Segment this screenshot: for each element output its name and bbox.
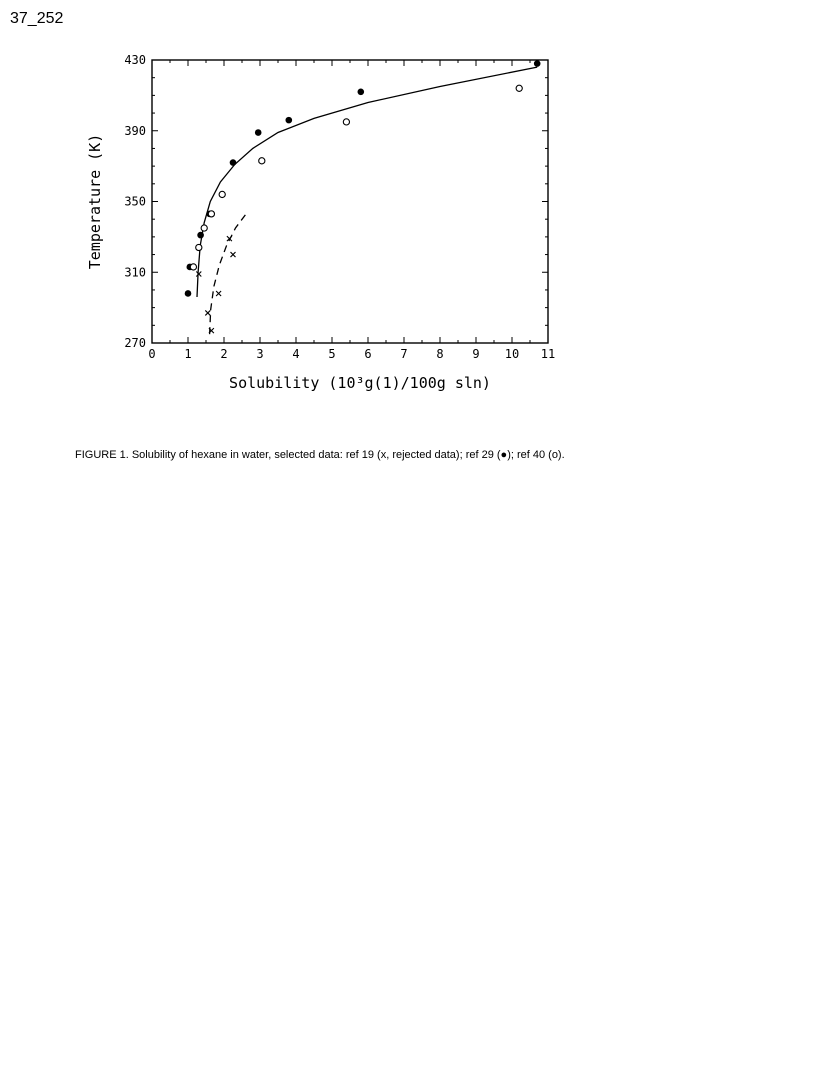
chart bbox=[0, 0, 840, 440]
y-tick-label: 270 bbox=[124, 336, 146, 350]
figure-caption: FIGURE 1. Solubility of hexane in water, selected data: ref 19 (x, rejected data); ref 29 (●); ref 40 (o). bbox=[75, 449, 565, 461]
filled-point bbox=[230, 159, 237, 166]
x-tick-label: 11 bbox=[540, 347, 556, 361]
x-point bbox=[216, 291, 221, 296]
filled-point bbox=[197, 232, 204, 239]
y-axis-title: Temperature (K) bbox=[86, 133, 104, 270]
plot-border bbox=[152, 60, 548, 343]
open-point bbox=[219, 191, 225, 197]
open-point bbox=[190, 264, 196, 270]
x-tick-label: 10 bbox=[504, 347, 520, 361]
page-id-label: 37_252 bbox=[10, 10, 64, 27]
filled-point bbox=[185, 290, 192, 297]
x-tick-label: 8 bbox=[436, 347, 444, 361]
fit-curves bbox=[197, 67, 537, 334]
solid-fit-curve bbox=[197, 67, 537, 297]
filled-point bbox=[255, 129, 262, 136]
x-point bbox=[196, 272, 201, 277]
x-tick-label: 2 bbox=[220, 347, 228, 361]
y-tick-label: 430 bbox=[124, 53, 146, 67]
x-tick-label: 9 bbox=[472, 347, 480, 361]
filled-point bbox=[286, 117, 293, 124]
y-tick-label: 310 bbox=[124, 265, 146, 280]
open-point bbox=[343, 119, 349, 125]
x-tick-label: 3 bbox=[256, 347, 264, 361]
open-point bbox=[201, 225, 207, 231]
open-point bbox=[208, 211, 214, 217]
open-point bbox=[259, 158, 265, 164]
y-tick-label: 390 bbox=[124, 123, 146, 138]
axis-ticks bbox=[124, 53, 555, 361]
x-axis-title: Solubility (10³g(1)/100g sln) bbox=[229, 374, 491, 392]
filled-point bbox=[358, 89, 365, 96]
open-point bbox=[516, 85, 522, 91]
x-tick-label: 1 bbox=[184, 347, 192, 361]
dashed-fit-curve bbox=[210, 212, 248, 334]
data-points bbox=[185, 60, 541, 333]
x-tick-label: 5 bbox=[328, 347, 336, 361]
open-point bbox=[196, 244, 202, 250]
plot-frame bbox=[152, 60, 548, 343]
x-tick-label: 4 bbox=[292, 347, 300, 361]
x-tick-label: 6 bbox=[364, 347, 372, 361]
filled-point bbox=[534, 60, 541, 67]
x-point bbox=[231, 252, 236, 257]
x-tick-label: 7 bbox=[400, 347, 408, 361]
x-point bbox=[205, 310, 210, 315]
x-tick-label: 0 bbox=[148, 347, 156, 361]
y-tick-label: 350 bbox=[124, 194, 146, 209]
